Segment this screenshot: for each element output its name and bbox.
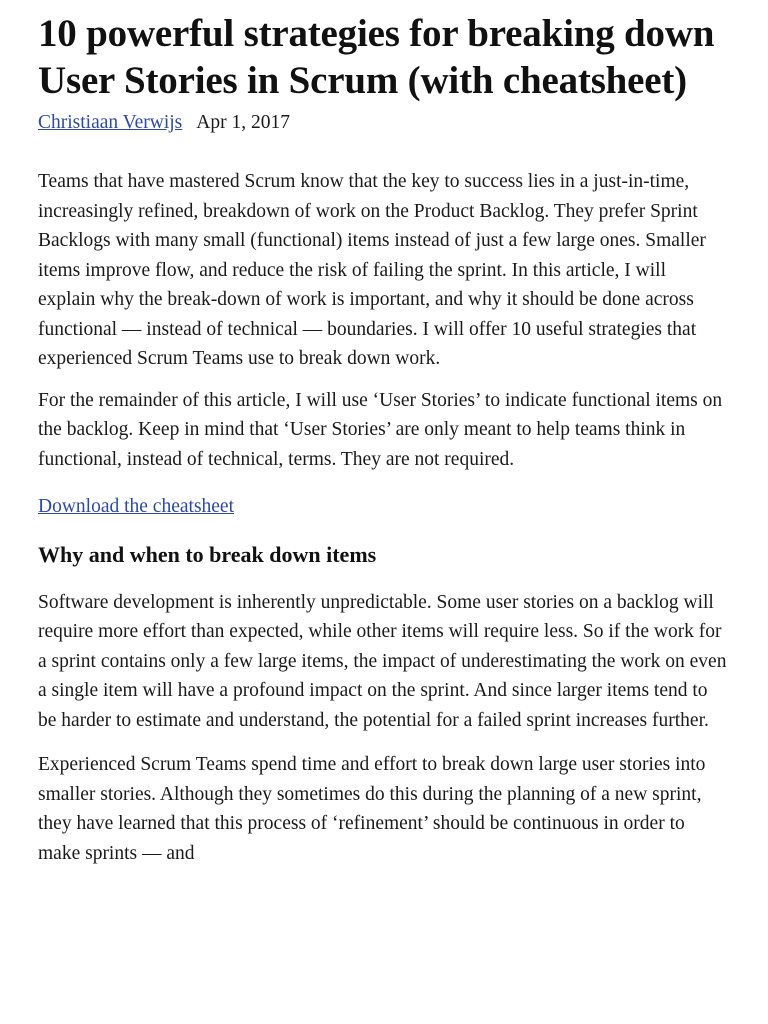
article [38,0,728,868]
download-cheatsheet-link[interactable]: Download the cheatsheet [38,496,235,517]
remainder-paragraph: For the remainder of this article, I will use ‘User Stories’ to indicate functional items on the backlog. Keep in mind that ‘User Stories’ are only meant to help teams think in functional, instead of technical, terms. They are not required. [38,389,723,470]
article-title: 10 powerful strategies for breaking down User Stories in Scrum (with cheatsheet) [38,12,715,102]
byline [38,110,728,136]
section-paragraph: Experienced Scrum Teams spend time and effort to break down large user stories into smaller stories. Although they sometimes do this during the planning of a new sprint, they have learned that this process of ‘refinement’ should be continuous in order to make sprints — and [38,754,706,864]
publish-date: Apr 1, 2017 [196,112,290,133]
intro-paragraph: Teams that have mastered Scrum know that the key to success lies in a just-in-time, increasingly refined, breakdown of work on the Product Backlog. They prefer Sprint Backlogs with many small (functional) items instead of just a few large ones. Smaller items improve flow, and reduce the risk of failing the sprint. In this article, I will explain why the break-down of work is important, and why it should be done across functional — instead of technical — boundaries. I will offer 10 useful strategies that experienced Scrum Teams use to break down work. [38,171,706,369]
section-paragraph: Software development is inherently unpredictable. Some user stories on a backlog will require more effort than expected, while other items will require less. So if the work for a sprint contains only a few large items, the impact of underestimating the work on even a single item will have a profound impact on the sprint. And since larger items tend to be harder to estimate and understand, the potential for a failed sprint increases further. [38,591,727,731]
section-heading: Why and when to break down items [38,541,377,567]
author-link[interactable]: Christiaan Verwijs [38,112,183,133]
download-link-container [38,492,728,522]
